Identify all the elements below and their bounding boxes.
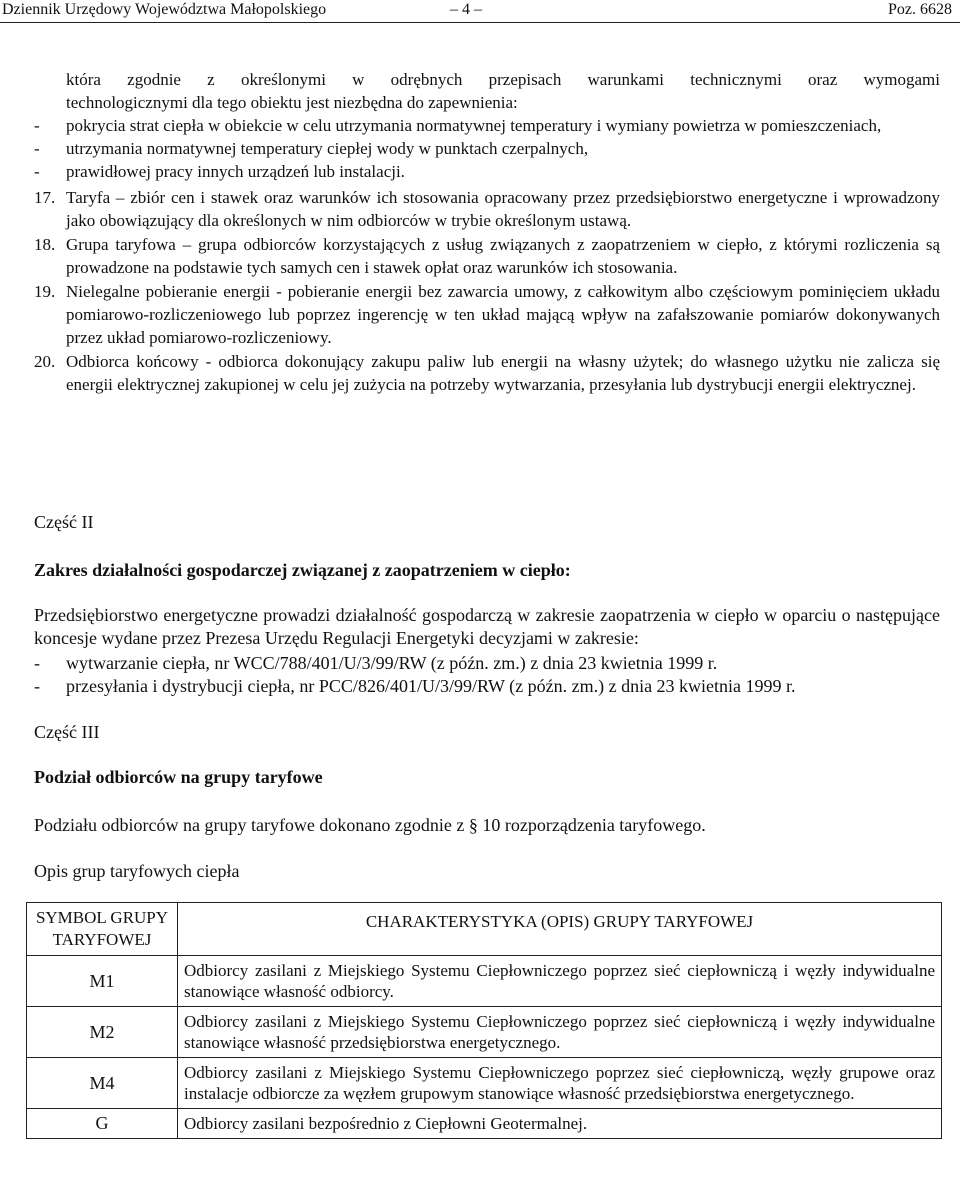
description-column-header: CHARAKTERYSTYKA (OPIS) GRUPY TARYFOWEJ (178, 903, 942, 956)
definition-item (34, 350, 940, 396)
list-item (34, 652, 940, 675)
group-description: Odbiorcy zasilani bezpośrednio z Ciepłowni Geotermalnej. (178, 1109, 942, 1139)
table-row (27, 1007, 942, 1058)
definition-number: 17. (34, 188, 56, 207)
bullet-dash: - (34, 653, 40, 673)
group-symbol: M1 (27, 956, 178, 1007)
list-item-text: przesyłania i dystrybucji ciepła, nr PCC/826/401/U/3/99/RW (z późn. zm.) z dnia 23 kwietnia 1999 r. (66, 676, 796, 696)
page-number: – 4 – (450, 1, 482, 18)
group-symbol: M4 (27, 1058, 178, 1109)
part-3-label: Część III (34, 722, 100, 742)
definition-item (34, 186, 940, 232)
part-2-text: Przedsiębiorstwo energetyczne prowadzi działalność gospodarczą w zakresie zaopatrzenia w ciepło w oparciu o następujące koncesje wydane przez Prezesa Urzędu Regulacji Energetyki decyzjami w zakresie: (34, 605, 940, 648)
table-row (27, 1058, 942, 1109)
table-caption: Opis grup taryfowych ciepła (34, 861, 240, 881)
journal-title: Dziennik Urzędowy Województwa Małopolskiego (2, 1, 327, 18)
group-symbol: G (27, 1109, 178, 1139)
list-item-text: prawidłowej pracy innych urządzeń lub instalacji. (66, 162, 405, 181)
bullet-dash: - (34, 162, 40, 181)
symbol-column-header: SYMBOL GRUPY TARYFOWEJ (27, 903, 178, 956)
bullet-dash: - (34, 676, 40, 696)
part-2-heading: Zakres działalności gospodarczej związanej z zaopatrzeniem w ciepło: (34, 560, 571, 580)
list-item (34, 137, 940, 160)
list-item-text: wytwarzanie ciepła, nr WCC/788/401/U/3/99/RW (z późn. zm.) z dnia 23 kwietnia 1999 r. (66, 653, 718, 673)
licence-list (34, 652, 940, 698)
list-item-text: utrzymania normatywnej temperatury ciepłej wody w punktach czerpalnych, (66, 139, 589, 158)
definition-number: 18. (34, 235, 56, 254)
part-3-heading: Podział odbiorców na grupy taryfowe (34, 767, 323, 787)
part-3-text: Podziału odbiorców na grupy taryfowe dokonano zgodnie z § 10 rozporządzenia taryfowego. (34, 815, 706, 835)
list-item-text: pokrycia strat ciepła w obiekcie w celu utrzymania normatywnej temperatury i wymiany powietrza w pomieszczeniach, (66, 116, 882, 135)
definition-item (34, 280, 940, 349)
group-description: Odbiorcy zasilani z Miejskiego Systemu Ciepłowniczego poprzez sieć ciepłowniczą, węzły grupowe oraz instalacje odbiorcze za węzłem grupowym stanowiące własność przedsiębiorstwa energetycznego. (178, 1058, 942, 1109)
table-header-row (27, 903, 942, 956)
intro-line-1: która zgodnie z określonymi w odrębnych przepisach warunkami technicznymi oraz wymogami (66, 70, 940, 89)
definition-text: Nielegalne pobieranie energii - pobieranie energii bez zawarcia umowy, z całkowitym albo częściowym pominięciem układu pomiarowo-rozliczeniowego lub poprzez ingerencję w ten układ mającą wpływ na zafałszowanie pomiarów dokonywanych przez układ pomiarowo-rozliczeniowy. (66, 282, 940, 347)
definitions-section (34, 68, 940, 396)
list-item (34, 114, 940, 137)
definition-number: 20. (34, 352, 56, 371)
table-row (27, 956, 942, 1007)
page-header (0, 0, 960, 23)
tariff-groups-table (26, 902, 942, 1139)
group-description: Odbiorcy zasilani z Miejskiego Systemu Ciepłowniczego poprzez sieć ciepłowniczą i węzły indywidualne stanowiące własność odbiorcy. (178, 956, 942, 1007)
bullet-dash: - (34, 139, 40, 158)
position-number: Poz. 6628 (888, 1, 952, 18)
definition-text: Taryfa – zbiór cen i stawek oraz warunków ich stosowania opracowany przez przedsiębiorstwo energetyczne i wprowadzony jako obowiązujący dla określonych w nim odbiorców w trybie określonym ustawą. (66, 188, 940, 230)
list-item (34, 675, 940, 698)
bullet-dash: - (34, 116, 40, 135)
table-row (27, 1109, 942, 1139)
definition-text: Odbiorca końcowy - odbiorca dokonujący zakupu paliw lub energii na własny użytek; do własnego użytku nie zalicza się energii elektrycznej zakupionej w celu jej zużycia na potrzeby wytwarzania, przesyłania lub dystrybucji energii elektrycznej. (66, 352, 940, 394)
definition-number: 19. (34, 282, 56, 301)
part-2-label: Część II (34, 512, 94, 532)
group-description: Odbiorcy zasilani z Miejskiego Systemu Ciepłowniczego poprzez sieć ciepłowniczą i węzły indywidualne stanowiące własność przedsiębiorstwa energetycznego. (178, 1007, 942, 1058)
definition-item (34, 233, 940, 279)
intro-line-2: technologicznymi dla tego obiektu jest niezbędna do zapewnienia: (66, 93, 518, 112)
group-symbol: M2 (27, 1007, 178, 1058)
definition-text: Grupa taryfowa – grupa odbiorców korzystających z usług związanych z zaopatrzeniem w ciepło, z którymi rozliczenia są prowadzone na podstawie tych samych cen i stawek opłat oraz warunków ich stosowania. (66, 235, 940, 277)
list-item (34, 160, 940, 183)
